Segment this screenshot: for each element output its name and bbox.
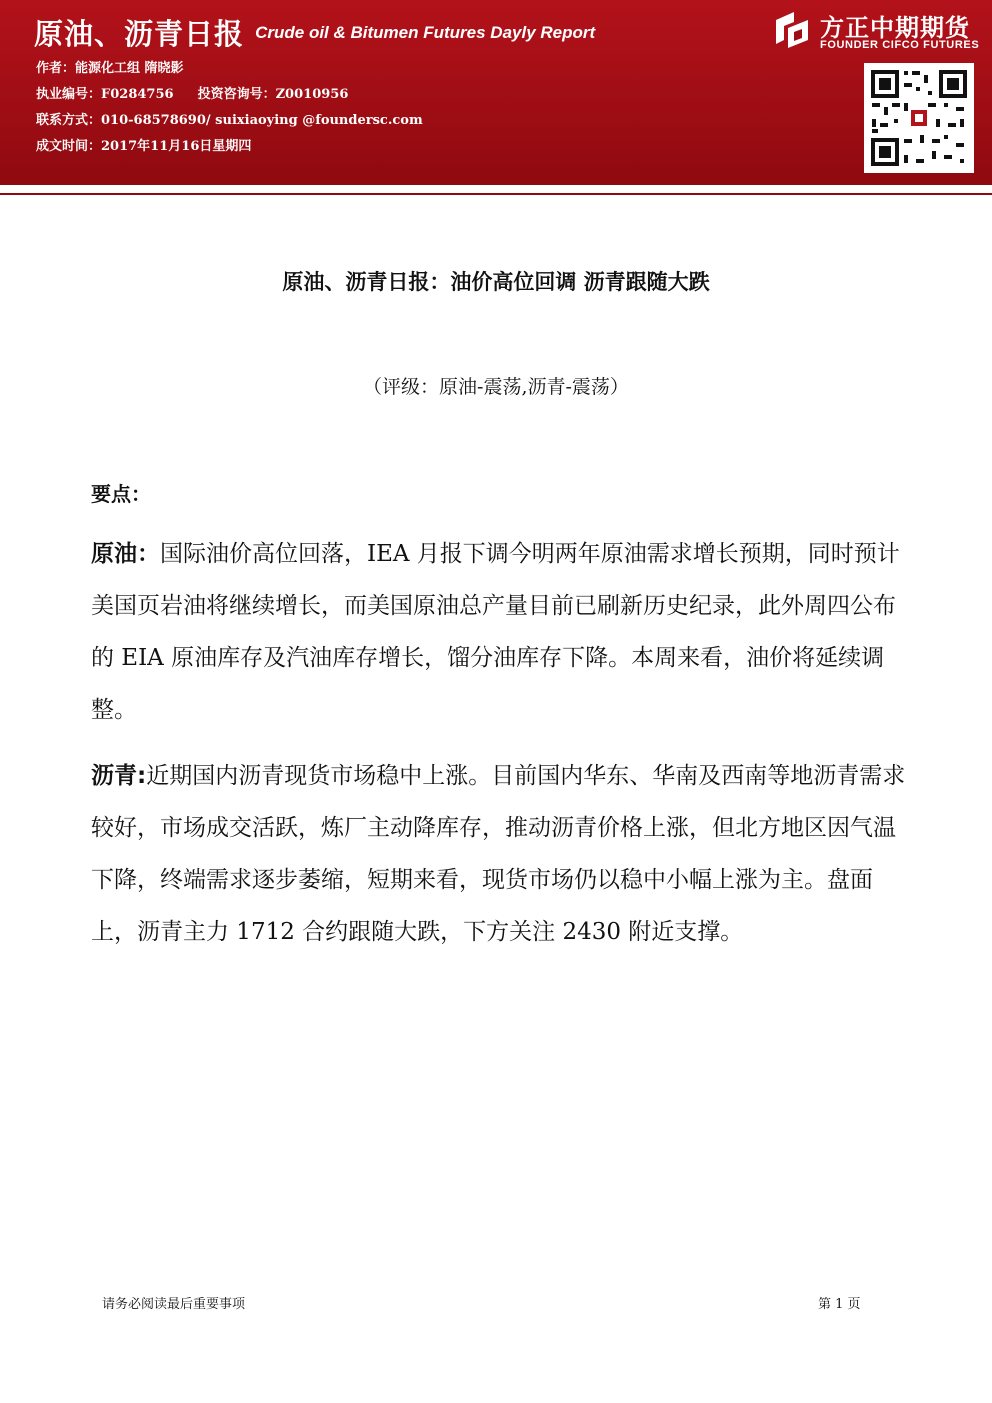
key-points-heading: 要点： [91,482,151,506]
footer-notice: 请务必阅读最后重要事项 [102,1297,246,1312]
page-number: 第 1 页 [818,1297,861,1312]
brand-name-cn: 方正中期期货 [820,14,970,42]
document-title: 原油、沥青日报：油价高位回调 沥青跟随大跌 [282,270,710,294]
rating-line: （评级：原油-震荡,沥青-震荡） [363,376,629,398]
author-line: 作者：能源化工组 隋晓影 [36,61,184,76]
bitumen-separator: : [137,763,147,789]
date-line: 成文时间：2017年11月16日星期四 [36,139,252,154]
bitumen-paragraph [91,750,911,958]
crude-oil-separator: ： [137,541,160,567]
author-info [36,56,423,160]
brand-name-en: FOUNDER CIFCO FUTURES [820,39,980,51]
report-title-cn: 原油、沥青日报 [34,17,245,51]
contact-line: 联系方式：010-68578690/ suixiaoying @foundersc.com [36,113,423,128]
header-divider [0,183,992,199]
bitumen-text: 近期国内沥青现货市场稳中上涨。目前国内华东、华南及西南等地沥青需求较好，市场成交活跃，炼厂主动降库存，推动沥青价格上涨，但北方地区因气温下降，终端需求逐步萎缩，短期来看，现货市场仍以稳中小幅上涨为主。盘面上，沥青主力 1712 合约跟随大跌，下方关注 2430 附近支撑。 [91,763,906,945]
advisory-number: 投资咨询号：Z0010956 [197,87,349,102]
bitumen-label: 沥青 [91,763,137,789]
founder-logo-icon [772,10,812,50]
license-number: 执业编号：F0284756 [36,87,174,102]
crude-oil-label: 原油 [91,541,137,567]
report-title-row [34,12,595,53]
crude-oil-text: 国际油价高位回落，IEA 月报下调今明两年原油需求增长预期，同时预计美国页岩油将继续增长，而美国原油总产量目前已刷新历史纪录，此外周四公布的 EIA 原油库存及汽油库存增长，馏分油库存下降。本周来看，油价将延续调整。 [91,541,900,723]
brand-block [772,8,982,58]
license-line [36,82,423,108]
crude-oil-paragraph [91,528,911,736]
qr-code-icon [864,63,974,173]
report-header [0,0,992,183]
report-title-en: Crude oil & Bitumen Futures Dayly Report [255,22,596,42]
